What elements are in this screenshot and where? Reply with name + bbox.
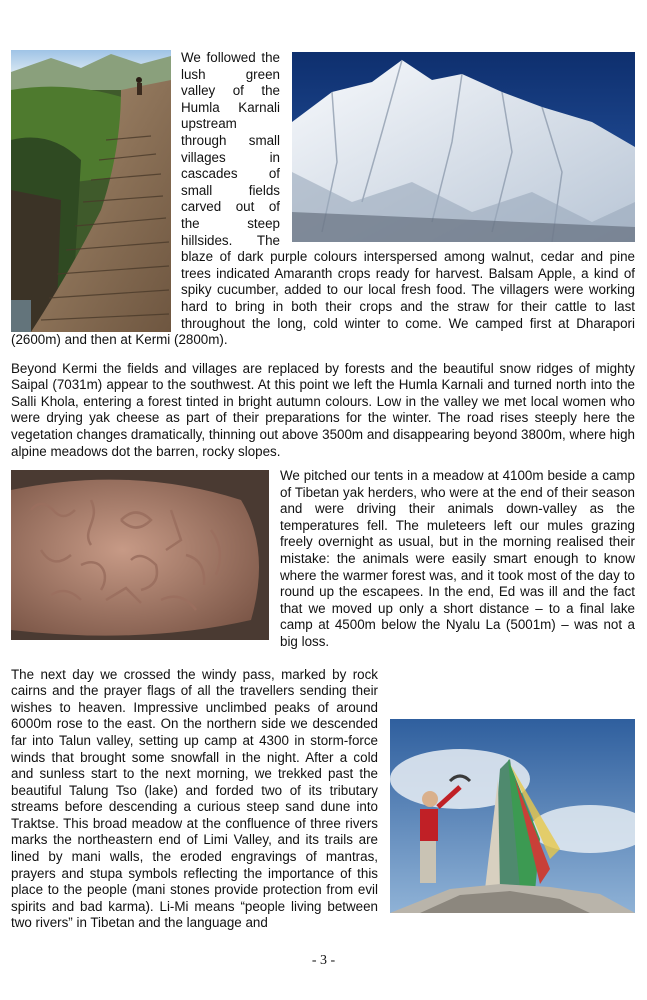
photo-saipal-snow-peak <box>292 52 635 242</box>
paragraph-spacer <box>11 651 635 667</box>
photo-mani-stone-image <box>11 470 269 640</box>
photo-mani-stone-carving <box>11 470 269 640</box>
paragraph-beyond-kermi: Beyond Kermi the fields and villages are replaced by forests and the beautiful snow ridges of mighty Saipal (7031m) appear to the southwest. At this point we left the Humla Karnali and turned north into the Salli Khola, entering a forest tinted in bright autumn colours. Low in the valley we met local women who were drying yak cheese as part of their preparations for the winter. The road rises steeply here the vegetation changes dramatically, thinning out above 3500m and disappearing beyond 3800m, where high alpine meadows dot the barren, rocky slopes. <box>11 360 635 459</box>
photo-stone-staircase-image <box>11 50 171 332</box>
paragraph-humla-karnali: We followed the lush green valley of the Humla Karnali upstream through small villages in cascades of small fields carved out of the steep hillsides. The blaze of dark purple colours interspersed among walnut, cedar and pine trees indicated Amaranth crops ready for harvest. Balsam Apple, a kind of spiky cucumber, added to our local fresh food. The villagers were working hard to bring in both their crops and the straw for their cattle to last throughout the long, cold winter to come. We camped first at Dharapori (2600m) and then at Kermi (2800m). <box>11 50 635 348</box>
paragraph-nyalu-la-pass: The next day we crossed the windy pass, marked by rock cairns and the prayer flags of all the travellers sending their wishes to heaven. Impressive unclimbed peaks of around 6000m rose to the east. On the northern side we descended far into Talun valley, setting up camp at 4300 in storm-force winds that brought some snowfall in the night. After a cold and sunless start to the next morning, we trekked past the beautiful Talung Tso (lake) and forded two of its tributary streams before descending a curious steep sand dune into Traktse. This broad meadow at the confluence of three rivers marks the northeastern end of Limi Valley, and its trails are lined by mani walls, the eroded engravings of mantras, prayers and stupa symbols reflecting the importance of this place to the people (mani stones provide protection from evil spirits and bad karma). Li-Mi means “people living between two rivers” in Tibetan and the language and <box>11 666 378 931</box>
photo-prayer-flag-image <box>390 719 635 913</box>
page-number: - 3 - <box>311 953 336 968</box>
photo-stone-staircase-trail <box>11 50 171 332</box>
photo-prayer-flag-cairn <box>390 719 635 913</box>
upper-text-column <box>11 50 635 460</box>
photo-saipal-image <box>292 52 635 242</box>
middle-text-column <box>11 468 635 932</box>
paragraph-tibetan-yak-herders: We pitched our tents in a meadow at 4100m beside a camp of Tibetan yak herders, who were at the end of their season and were driving their animals down-valley as the temperatures fell. The muleteers left our mules grazing freely overnight as usual, but in the morning realised their mistake: the animals were easily smart enough to know where the warmer forest was, and it took most of the day to round up the escapees. In the end, Ed was ill and the fact that we moved up only a short distance – to a final lake camp at 4500m below the Nyalu La (5001m) – was not a big loss. <box>280 468 635 649</box>
